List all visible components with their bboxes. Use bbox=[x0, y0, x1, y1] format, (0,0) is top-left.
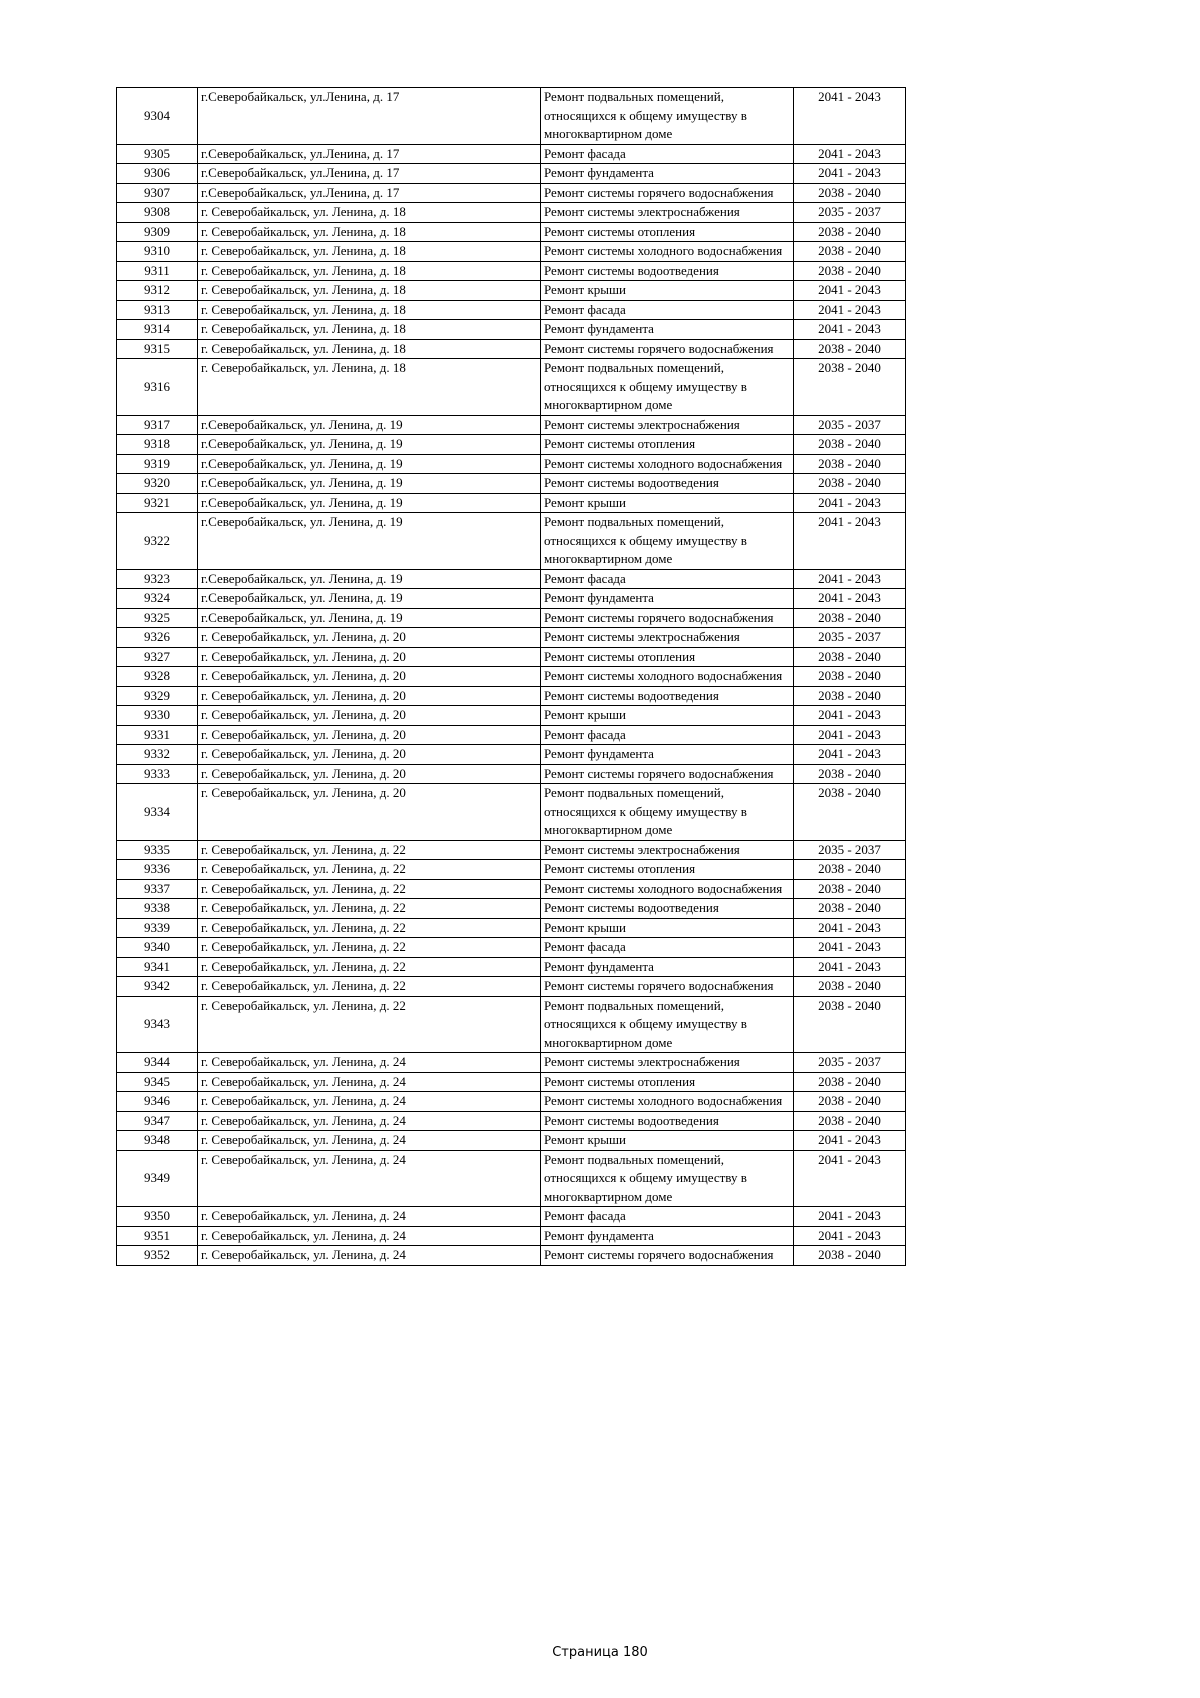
period-cell: 2035 - 2037 bbox=[794, 203, 906, 223]
address-cell: г. Северобайкальск, ул. Ленина, д. 18 bbox=[198, 222, 541, 242]
work-type-cell: Ремонт крыши bbox=[541, 281, 794, 301]
address-cell: г.Северобайкальск, ул. Ленина, д. 19 bbox=[198, 474, 541, 494]
table-row bbox=[117, 1111, 906, 1131]
period-cell: 2038 - 2040 bbox=[794, 1246, 906, 1266]
address-cell: г. Северобайкальск, ул. Ленина, д. 22 bbox=[198, 938, 541, 958]
period-cell: 2041 - 2043 bbox=[794, 88, 906, 145]
table-row bbox=[117, 725, 906, 745]
table-row bbox=[117, 1053, 906, 1073]
address-cell: г.Северобайкальск, ул. Ленина, д. 19 bbox=[198, 608, 541, 628]
address-cell: г. Северобайкальск, ул. Ленина, д. 20 bbox=[198, 745, 541, 765]
row-number-cell: 9339 bbox=[117, 918, 198, 938]
address-cell: г. Северобайкальск, ул. Ленина, д. 24 bbox=[198, 1207, 541, 1227]
row-number-cell: 9347 bbox=[117, 1111, 198, 1131]
row-number-cell: 9341 bbox=[117, 957, 198, 977]
address-cell: г. Северобайкальск, ул. Ленина, д. 20 bbox=[198, 647, 541, 667]
period-cell: 2035 - 2037 bbox=[794, 628, 906, 648]
address-cell: г. Северобайкальск, ул. Ленина, д. 20 bbox=[198, 764, 541, 784]
row-number-cell: 9343 bbox=[117, 996, 198, 1053]
period-cell: 2038 - 2040 bbox=[794, 647, 906, 667]
work-type-cell: Ремонт фундамента bbox=[541, 164, 794, 184]
work-type-cell: Ремонт системы отопления bbox=[541, 222, 794, 242]
work-type-cell: Ремонт системы водоотведения bbox=[541, 1111, 794, 1131]
row-number-cell: 9318 bbox=[117, 435, 198, 455]
table-row bbox=[117, 513, 906, 570]
period-cell: 2041 - 2043 bbox=[794, 1131, 906, 1151]
work-type-cell: Ремонт системы электроснабжения bbox=[541, 203, 794, 223]
table-row bbox=[117, 359, 906, 416]
address-cell: г. Северобайкальск, ул. Ленина, д. 18 bbox=[198, 300, 541, 320]
address-cell: г. Северобайкальск, ул. Ленина, д. 18 bbox=[198, 339, 541, 359]
row-number-cell: 9338 bbox=[117, 899, 198, 919]
row-number-cell: 9323 bbox=[117, 569, 198, 589]
address-cell: г.Северобайкальск, ул. Ленина, д. 19 bbox=[198, 454, 541, 474]
address-cell: г. Северобайкальск, ул. Ленина, д. 24 bbox=[198, 1072, 541, 1092]
row-number-cell: 9322 bbox=[117, 513, 198, 570]
table-row bbox=[117, 628, 906, 648]
table-row bbox=[117, 957, 906, 977]
table-row bbox=[117, 281, 906, 301]
row-number-cell: 9345 bbox=[117, 1072, 198, 1092]
address-cell: г. Северобайкальск, ул. Ленина, д. 18 bbox=[198, 242, 541, 262]
row-number-cell: 9328 bbox=[117, 667, 198, 687]
period-cell: 2038 - 2040 bbox=[794, 667, 906, 687]
address-cell: г. Северобайкальск, ул. Ленина, д. 22 bbox=[198, 860, 541, 880]
work-type-cell: Ремонт фасада bbox=[541, 144, 794, 164]
period-cell: 2038 - 2040 bbox=[794, 183, 906, 203]
table-row bbox=[117, 879, 906, 899]
table-row bbox=[117, 706, 906, 726]
row-number-cell: 9333 bbox=[117, 764, 198, 784]
address-cell: г. Северобайкальск, ул. Ленина, д. 22 bbox=[198, 996, 541, 1053]
work-type-cell: Ремонт фундамента bbox=[541, 745, 794, 765]
period-cell: 2038 - 2040 bbox=[794, 474, 906, 494]
address-cell: г. Северобайкальск, ул. Ленина, д. 22 bbox=[198, 977, 541, 997]
address-cell: г. Северобайкальск, ул. Ленина, д. 22 bbox=[198, 957, 541, 977]
period-cell: 2041 - 2043 bbox=[794, 1207, 906, 1227]
table-row bbox=[117, 144, 906, 164]
period-cell: 2035 - 2037 bbox=[794, 840, 906, 860]
address-cell: г. Северобайкальск, ул. Ленина, д. 22 bbox=[198, 879, 541, 899]
row-number-cell: 9316 bbox=[117, 359, 198, 416]
period-cell: 2038 - 2040 bbox=[794, 454, 906, 474]
address-cell: г. Северобайкальск, ул. Ленина, д. 24 bbox=[198, 1111, 541, 1131]
work-type-cell: Ремонт подвальных помещений, относящихся к общему имуществу в многоквартирном доме bbox=[541, 1150, 794, 1207]
address-cell: г.Северобайкальск, ул.Ленина, д. 17 bbox=[198, 164, 541, 184]
address-cell: г. Северобайкальск, ул. Ленина, д. 24 bbox=[198, 1131, 541, 1151]
work-type-cell: Ремонт системы холодного водоснабжения bbox=[541, 667, 794, 687]
table-row bbox=[117, 435, 906, 455]
period-cell: 2041 - 2043 bbox=[794, 1226, 906, 1246]
table-row bbox=[117, 667, 906, 687]
work-type-cell: Ремонт системы горячего водоснабжения bbox=[541, 1246, 794, 1266]
row-number-cell: 9317 bbox=[117, 415, 198, 435]
work-type-cell: Ремонт фундамента bbox=[541, 957, 794, 977]
address-cell: г. Северобайкальск, ул. Ленина, д. 24 bbox=[198, 1053, 541, 1073]
work-type-cell: Ремонт крыши bbox=[541, 918, 794, 938]
table-row bbox=[117, 1207, 906, 1227]
address-cell: г.Северобайкальск, ул. Ленина, д. 19 bbox=[198, 435, 541, 455]
row-number-cell: 9330 bbox=[117, 706, 198, 726]
row-number-cell: 9325 bbox=[117, 608, 198, 628]
table-row bbox=[117, 164, 906, 184]
row-number-cell: 9314 bbox=[117, 320, 198, 340]
table-row bbox=[117, 589, 906, 609]
work-type-cell: Ремонт системы водоотведения bbox=[541, 474, 794, 494]
period-cell: 2041 - 2043 bbox=[794, 1150, 906, 1207]
row-number-cell: 9342 bbox=[117, 977, 198, 997]
period-cell: 2038 - 2040 bbox=[794, 608, 906, 628]
address-cell: г. Северобайкальск, ул. Ленина, д. 20 bbox=[198, 667, 541, 687]
row-number-cell: 9307 bbox=[117, 183, 198, 203]
period-cell: 2041 - 2043 bbox=[794, 164, 906, 184]
table-row bbox=[117, 764, 906, 784]
address-cell: г. Северобайкальск, ул. Ленина, д. 20 bbox=[198, 706, 541, 726]
table-row bbox=[117, 608, 906, 628]
table-row bbox=[117, 686, 906, 706]
table-body bbox=[117, 88, 906, 1266]
row-number-cell: 9349 bbox=[117, 1150, 198, 1207]
work-type-cell: Ремонт крыши bbox=[541, 1131, 794, 1151]
row-number-cell: 9313 bbox=[117, 300, 198, 320]
period-cell: 2038 - 2040 bbox=[794, 879, 906, 899]
period-cell: 2038 - 2040 bbox=[794, 686, 906, 706]
address-cell: г.Северобайкальск, ул.Ленина, д. 17 bbox=[198, 183, 541, 203]
row-number-cell: 9311 bbox=[117, 261, 198, 281]
work-type-cell: Ремонт крыши bbox=[541, 706, 794, 726]
period-cell: 2038 - 2040 bbox=[794, 1111, 906, 1131]
row-number-cell: 9312 bbox=[117, 281, 198, 301]
table-row bbox=[117, 474, 906, 494]
period-cell: 2041 - 2043 bbox=[794, 320, 906, 340]
period-cell: 2038 - 2040 bbox=[794, 222, 906, 242]
period-cell: 2041 - 2043 bbox=[794, 493, 906, 513]
period-cell: 2038 - 2040 bbox=[794, 860, 906, 880]
work-type-cell: Ремонт фасада bbox=[541, 300, 794, 320]
period-cell: 2038 - 2040 bbox=[794, 242, 906, 262]
row-number-cell: 9315 bbox=[117, 339, 198, 359]
work-type-cell: Ремонт фасада bbox=[541, 1207, 794, 1227]
work-type-cell: Ремонт фасада bbox=[541, 725, 794, 745]
work-type-cell: Ремонт системы холодного водоснабжения bbox=[541, 879, 794, 899]
work-type-cell: Ремонт системы отопления bbox=[541, 1072, 794, 1092]
table-row bbox=[117, 493, 906, 513]
table-row bbox=[117, 1226, 906, 1246]
address-cell: г.Северобайкальск, ул.Ленина, д. 17 bbox=[198, 144, 541, 164]
row-number-cell: 9344 bbox=[117, 1053, 198, 1073]
address-cell: г.Северобайкальск, ул. Ленина, д. 19 bbox=[198, 589, 541, 609]
row-number-cell: 9340 bbox=[117, 938, 198, 958]
row-number-cell: 9306 bbox=[117, 164, 198, 184]
table-row bbox=[117, 88, 906, 145]
period-cell: 2038 - 2040 bbox=[794, 339, 906, 359]
address-cell: г. Северобайкальск, ул. Ленина, д. 18 bbox=[198, 261, 541, 281]
address-cell: г. Северобайкальск, ул. Ленина, д. 22 bbox=[198, 918, 541, 938]
work-type-cell: Ремонт фундамента bbox=[541, 320, 794, 340]
address-cell: г. Северобайкальск, ул. Ленина, д. 22 bbox=[198, 840, 541, 860]
table-row bbox=[117, 242, 906, 262]
table-row bbox=[117, 300, 906, 320]
table-row bbox=[117, 1072, 906, 1092]
work-type-cell: Ремонт фасада bbox=[541, 569, 794, 589]
table-row bbox=[117, 203, 906, 223]
address-cell: г.Северобайкальск, ул.Ленина, д. 17 bbox=[198, 88, 541, 145]
row-number-cell: 9337 bbox=[117, 879, 198, 899]
address-cell: г. Северобайкальск, ул. Ленина, д. 18 bbox=[198, 281, 541, 301]
table-row bbox=[117, 918, 906, 938]
address-cell: г.Северобайкальск, ул. Ленина, д. 19 bbox=[198, 569, 541, 589]
row-number-cell: 9321 bbox=[117, 493, 198, 513]
work-type-cell: Ремонт подвальных помещений, относящихся к общему имуществу в многоквартирном доме bbox=[541, 88, 794, 145]
period-cell: 2038 - 2040 bbox=[794, 996, 906, 1053]
row-number-cell: 9350 bbox=[117, 1207, 198, 1227]
period-cell: 2038 - 2040 bbox=[794, 764, 906, 784]
period-cell: 2041 - 2043 bbox=[794, 569, 906, 589]
work-type-cell: Ремонт фасада bbox=[541, 938, 794, 958]
table-row bbox=[117, 1150, 906, 1207]
work-type-cell: Ремонт системы электроснабжения bbox=[541, 415, 794, 435]
table-row bbox=[117, 977, 906, 997]
work-type-cell: Ремонт системы водоотведения bbox=[541, 261, 794, 281]
period-cell: 2041 - 2043 bbox=[794, 281, 906, 301]
row-number-cell: 9331 bbox=[117, 725, 198, 745]
table-row bbox=[117, 784, 906, 841]
address-cell: г. Северобайкальск, ул. Ленина, д. 22 bbox=[198, 899, 541, 919]
row-number-cell: 9304 bbox=[117, 88, 198, 145]
address-cell: г. Северобайкальск, ул. Ленина, д. 24 bbox=[198, 1092, 541, 1112]
period-cell: 2038 - 2040 bbox=[794, 977, 906, 997]
row-number-cell: 9326 bbox=[117, 628, 198, 648]
period-cell: 2038 - 2040 bbox=[794, 1092, 906, 1112]
address-cell: г. Северобайкальск, ул. Ленина, д. 20 bbox=[198, 725, 541, 745]
address-cell: г. Северобайкальск, ул. Ленина, д. 18 bbox=[198, 359, 541, 416]
work-type-cell: Ремонт системы отопления bbox=[541, 647, 794, 667]
address-cell: г. Северобайкальск, ул. Ленина, д. 20 bbox=[198, 686, 541, 706]
work-type-cell: Ремонт системы электроснабжения bbox=[541, 1053, 794, 1073]
row-number-cell: 9334 bbox=[117, 784, 198, 841]
work-type-cell: Ремонт системы водоотведения bbox=[541, 686, 794, 706]
row-number-cell: 9305 bbox=[117, 144, 198, 164]
address-cell: г. Северобайкальск, ул. Ленина, д. 24 bbox=[198, 1150, 541, 1207]
work-type-cell: Ремонт фундамента bbox=[541, 1226, 794, 1246]
period-cell: 2041 - 2043 bbox=[794, 706, 906, 726]
row-number-cell: 9335 bbox=[117, 840, 198, 860]
row-number-cell: 9348 bbox=[117, 1131, 198, 1151]
work-type-cell: Ремонт системы горячего водоснабжения bbox=[541, 977, 794, 997]
period-cell: 2041 - 2043 bbox=[794, 745, 906, 765]
row-number-cell: 9324 bbox=[117, 589, 198, 609]
table-row bbox=[117, 1131, 906, 1151]
work-type-cell: Ремонт фундамента bbox=[541, 589, 794, 609]
row-number-cell: 9346 bbox=[117, 1092, 198, 1112]
table-row bbox=[117, 222, 906, 242]
work-type-cell: Ремонт подвальных помещений, относящихся к общему имуществу в многоквартирном доме bbox=[541, 784, 794, 841]
work-type-cell: Ремонт системы электроснабжения bbox=[541, 628, 794, 648]
table-row bbox=[117, 1092, 906, 1112]
row-number-cell: 9320 bbox=[117, 474, 198, 494]
work-type-cell: Ремонт системы водоотведения bbox=[541, 899, 794, 919]
table-row bbox=[117, 840, 906, 860]
period-cell: 2041 - 2043 bbox=[794, 144, 906, 164]
table-row bbox=[117, 996, 906, 1053]
period-cell: 2035 - 2037 bbox=[794, 1053, 906, 1073]
table-row bbox=[117, 415, 906, 435]
table-row bbox=[117, 454, 906, 474]
period-cell: 2038 - 2040 bbox=[794, 784, 906, 841]
period-cell: 2038 - 2040 bbox=[794, 359, 906, 416]
address-cell: г. Северобайкальск, ул. Ленина, д. 20 bbox=[198, 784, 541, 841]
address-cell: г.Северобайкальск, ул. Ленина, д. 19 bbox=[198, 415, 541, 435]
address-cell: г. Северобайкальск, ул. Ленина, д. 24 bbox=[198, 1226, 541, 1246]
work-type-cell: Ремонт подвальных помещений, относящихся к общему имуществу в многоквартирном доме bbox=[541, 996, 794, 1053]
period-cell: 2038 - 2040 bbox=[794, 435, 906, 455]
row-number-cell: 9352 bbox=[117, 1246, 198, 1266]
period-cell: 2038 - 2040 bbox=[794, 261, 906, 281]
work-type-cell: Ремонт подвальных помещений, относящихся к общему имуществу в многоквартирном доме bbox=[541, 359, 794, 416]
row-number-cell: 9309 bbox=[117, 222, 198, 242]
repair-schedule-table bbox=[116, 87, 906, 1266]
row-number-cell: 9319 bbox=[117, 454, 198, 474]
row-number-cell: 9327 bbox=[117, 647, 198, 667]
period-cell: 2035 - 2037 bbox=[794, 415, 906, 435]
period-cell: 2041 - 2043 bbox=[794, 918, 906, 938]
table-row bbox=[117, 261, 906, 281]
work-type-cell: Ремонт системы отопления bbox=[541, 860, 794, 880]
table-row bbox=[117, 899, 906, 919]
address-cell: г. Северобайкальск, ул. Ленина, д. 18 bbox=[198, 203, 541, 223]
work-type-cell: Ремонт системы холодного водоснабжения bbox=[541, 454, 794, 474]
work-type-cell: Ремонт системы горячего водоснабжения bbox=[541, 183, 794, 203]
period-cell: 2038 - 2040 bbox=[794, 1072, 906, 1092]
period-cell: 2041 - 2043 bbox=[794, 938, 906, 958]
table-row bbox=[117, 647, 906, 667]
table-row bbox=[117, 860, 906, 880]
address-cell: г. Северобайкальск, ул. Ленина, д. 20 bbox=[198, 628, 541, 648]
table-row bbox=[117, 339, 906, 359]
address-cell: г.Северобайкальск, ул. Ленина, д. 19 bbox=[198, 513, 541, 570]
work-type-cell: Ремонт системы холодного водоснабжения bbox=[541, 242, 794, 262]
work-type-cell: Ремонт подвальных помещений, относящихся к общему имуществу в многоквартирном доме bbox=[541, 513, 794, 570]
work-type-cell: Ремонт системы отопления bbox=[541, 435, 794, 455]
period-cell: 2038 - 2040 bbox=[794, 899, 906, 919]
row-number-cell: 9308 bbox=[117, 203, 198, 223]
page-number: Страница 180 bbox=[552, 1645, 648, 1660]
work-type-cell: Ремонт системы горячего водоснабжения bbox=[541, 764, 794, 784]
row-number-cell: 9329 bbox=[117, 686, 198, 706]
row-number-cell: 9332 bbox=[117, 745, 198, 765]
work-type-cell: Ремонт системы горячего водоснабжения bbox=[541, 608, 794, 628]
work-type-cell: Ремонт системы горячего водоснабжения bbox=[541, 339, 794, 359]
row-number-cell: 9351 bbox=[117, 1226, 198, 1246]
address-cell: г. Северобайкальск, ул. Ленина, д. 24 bbox=[198, 1246, 541, 1266]
table-row bbox=[117, 320, 906, 340]
address-cell: г. Северобайкальск, ул. Ленина, д. 18 bbox=[198, 320, 541, 340]
period-cell: 2041 - 2043 bbox=[794, 513, 906, 570]
work-type-cell: Ремонт системы холодного водоснабжения bbox=[541, 1092, 794, 1112]
table-row bbox=[117, 569, 906, 589]
work-type-cell: Ремонт крыши bbox=[541, 493, 794, 513]
period-cell: 2041 - 2043 bbox=[794, 957, 906, 977]
row-number-cell: 9310 bbox=[117, 242, 198, 262]
address-cell: г.Северобайкальск, ул. Ленина, д. 19 bbox=[198, 493, 541, 513]
table-row bbox=[117, 938, 906, 958]
table-row bbox=[117, 745, 906, 765]
period-cell: 2041 - 2043 bbox=[794, 300, 906, 320]
table-row bbox=[117, 1246, 906, 1266]
work-type-cell: Ремонт системы электроснабжения bbox=[541, 840, 794, 860]
period-cell: 2041 - 2043 bbox=[794, 589, 906, 609]
row-number-cell: 9336 bbox=[117, 860, 198, 880]
table-row bbox=[117, 183, 906, 203]
period-cell: 2041 - 2043 bbox=[794, 725, 906, 745]
